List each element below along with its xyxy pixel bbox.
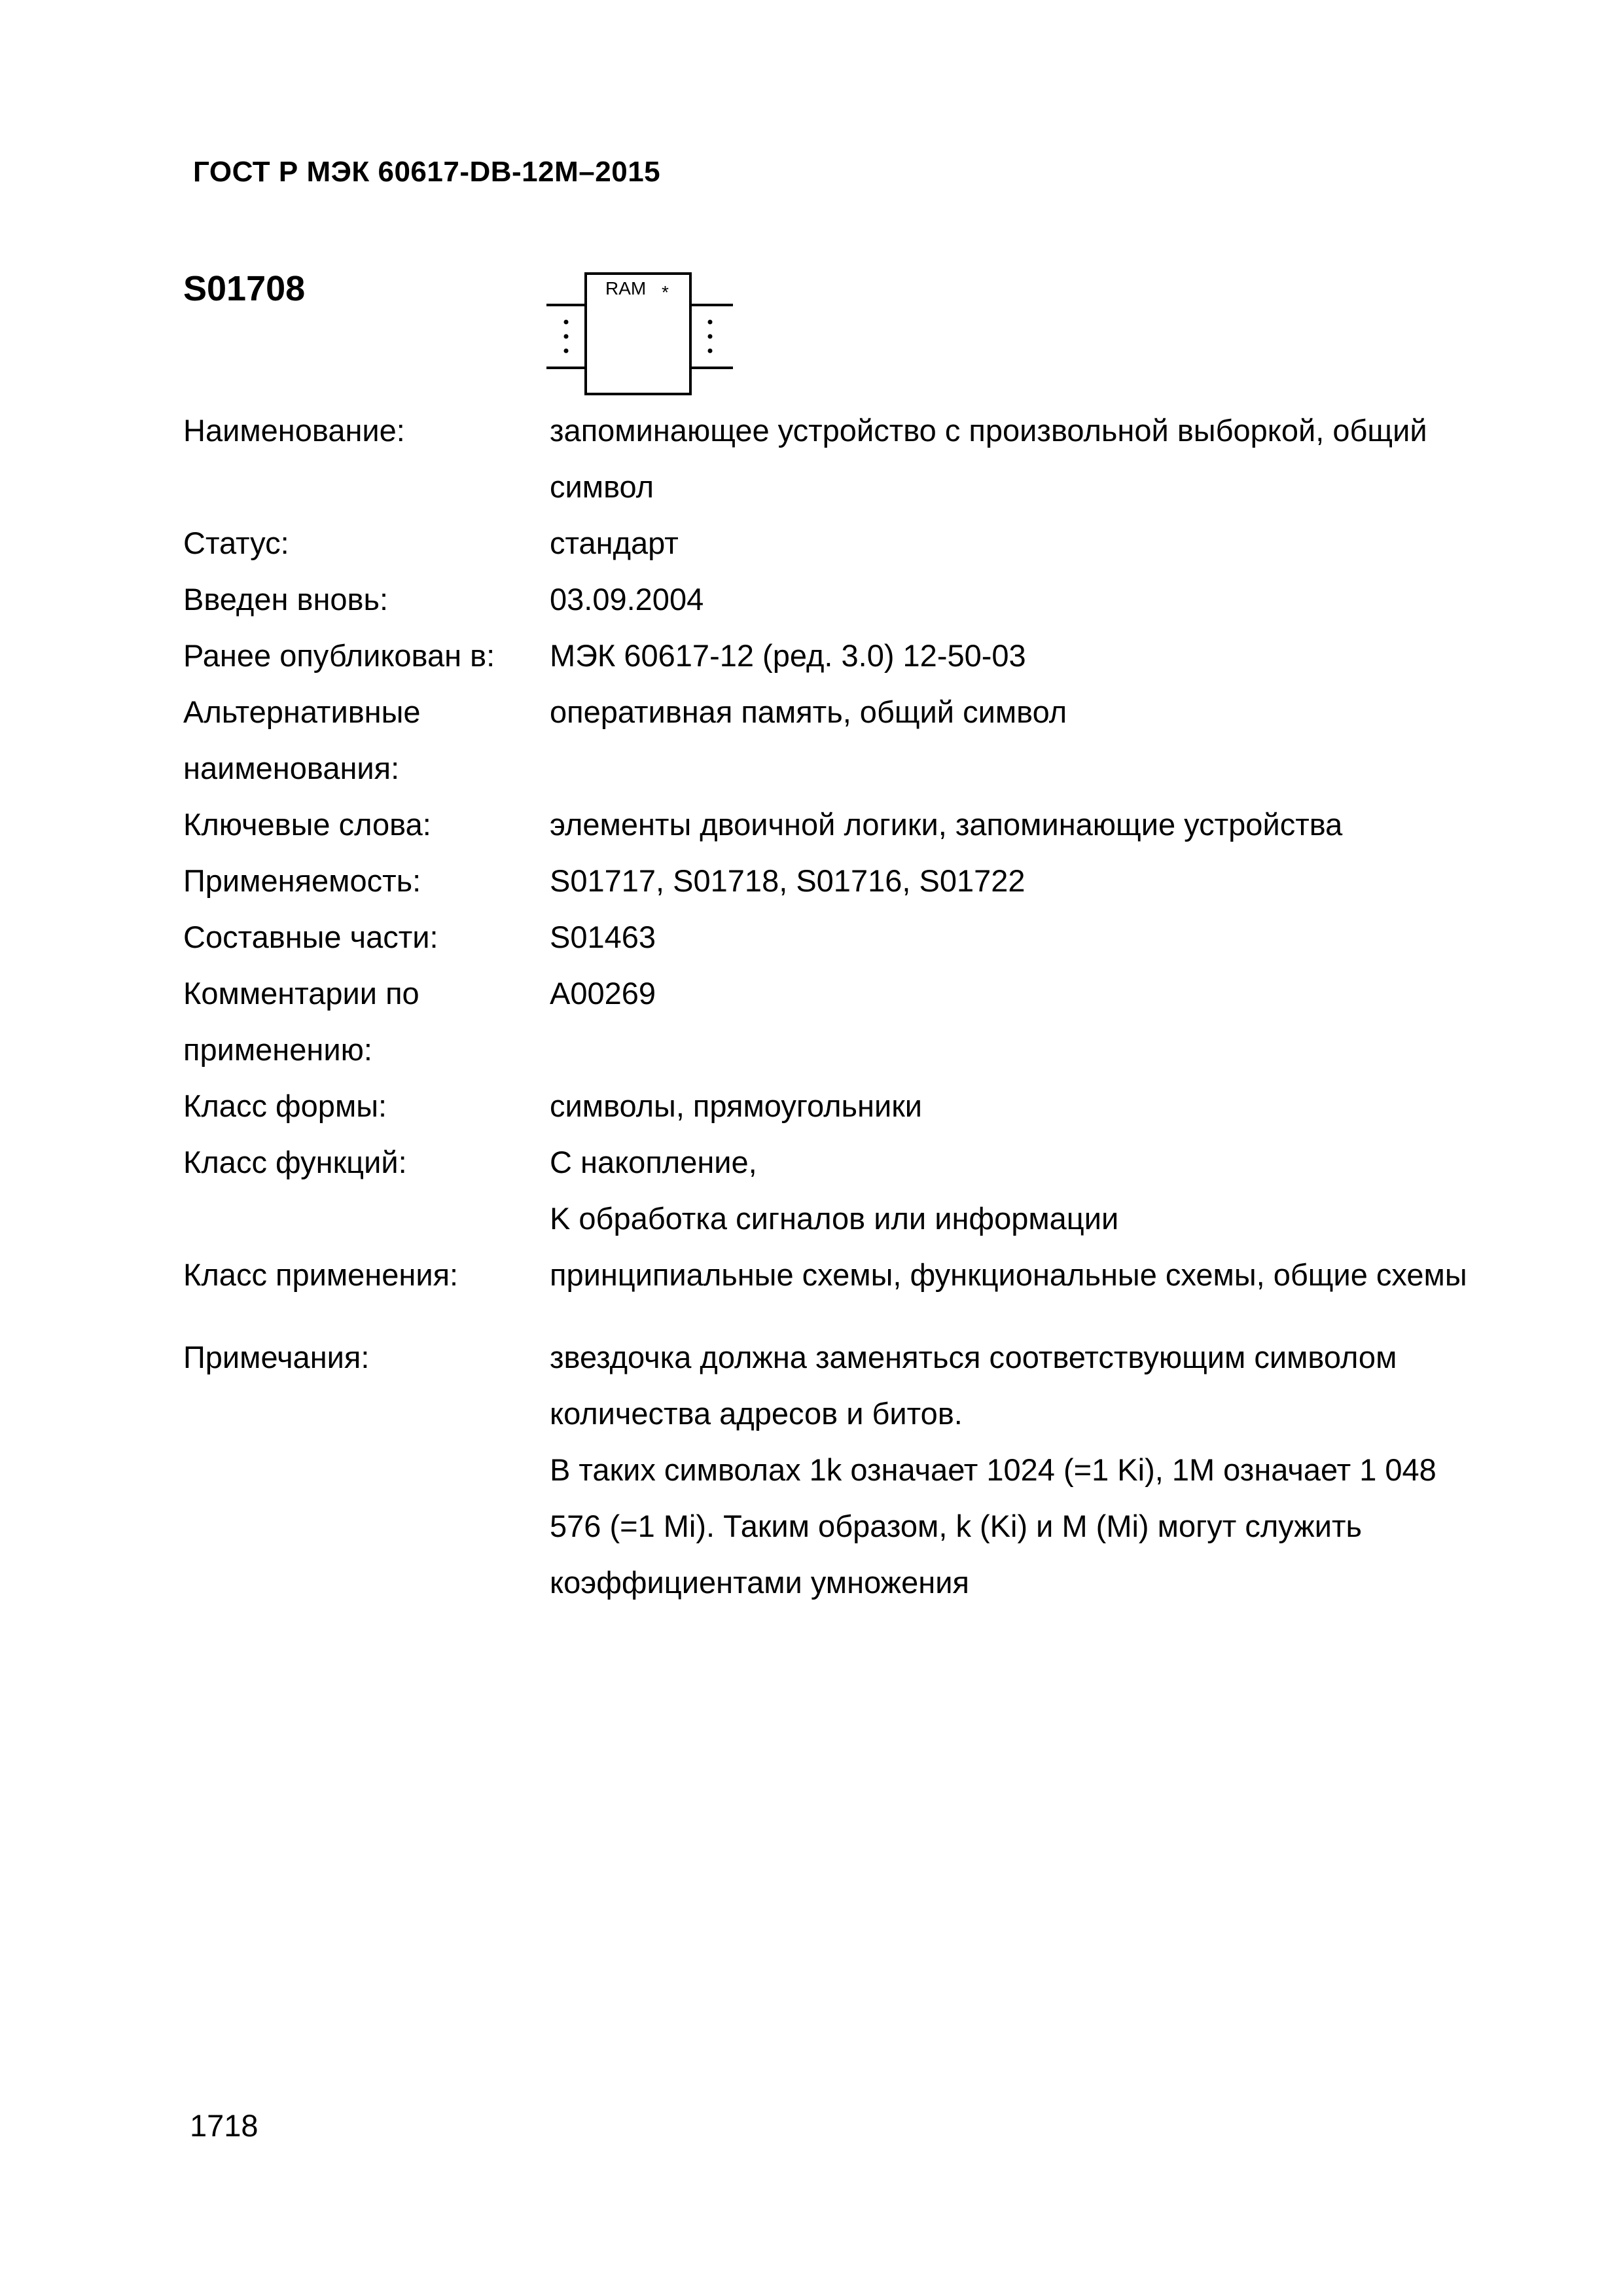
ram-box-qualifier: * [662, 282, 669, 302]
label-line: Альтернативные [183, 694, 421, 729]
field-label: Ранее опубликован в: [183, 638, 495, 673]
field-value [550, 965, 1571, 1078]
symbol-attributes [183, 403, 1571, 1611]
field-name [183, 403, 1571, 515]
value-line: оперативная память, общий символ [550, 694, 1067, 729]
value-line: В таких символах 1k означает 1024 (=1 Ki), 1M означает 1 048 [550, 1452, 1436, 1487]
value-line: S01463 [550, 920, 656, 954]
value-line: C накопление, [550, 1145, 757, 1179]
page-number: 1718 [190, 2108, 259, 2143]
value-line: принципиальные схемы, функциональные схемы, общие схемы [550, 1257, 1467, 1292]
value-line: количества адресов и битов. [550, 1396, 963, 1431]
field-label: Ключевые слова: [183, 807, 431, 842]
field-status [183, 515, 1571, 571]
field-label: Применяемость: [183, 863, 421, 898]
ram-box-label: RAM [605, 278, 647, 298]
value-line: A00269 [550, 976, 656, 1011]
field-value [550, 909, 1571, 965]
field-label: Класс функций: [183, 1145, 407, 1179]
field-applicability [183, 853, 1571, 909]
field-value [550, 1329, 1571, 1611]
value-line: стандарт [550, 526, 679, 560]
input-ellipsis-dot [564, 349, 569, 353]
field-alternative-names [183, 684, 1571, 797]
input-ellipsis-dot [564, 320, 569, 325]
field-label [183, 684, 550, 797]
value-line: звездочка должна заменяться соответствующим символом [550, 1340, 1397, 1374]
output-ellipsis-dot [708, 320, 713, 325]
value-line: запоминающее устройство с произвольной выборкой, общий [550, 413, 1427, 448]
field-value [550, 571, 1571, 628]
field-notes [183, 1329, 1571, 1611]
value-line: МЭК 60617-12 (ред. 3.0) 12-50-03 [550, 638, 1026, 673]
field-value [550, 628, 1571, 684]
field-value [550, 1134, 1571, 1247]
output-ellipsis-dot [708, 349, 713, 353]
ram-symbol-diagram [546, 268, 743, 399]
field-label: Класс формы: [183, 1088, 387, 1123]
field-components [183, 909, 1571, 965]
value-line: коэффициентами умножения [550, 1565, 969, 1600]
field-value [550, 1247, 1571, 1303]
label-line: наименования: [183, 751, 400, 785]
field-value [550, 403, 1571, 515]
field-application-class [183, 1247, 1571, 1303]
field-label: Статус: [183, 526, 289, 560]
field-label: Введен вновь: [183, 582, 389, 617]
field-label: Наименование: [183, 413, 405, 448]
output-ellipsis-dot [708, 334, 713, 339]
field-function-class [183, 1134, 1571, 1247]
value-line: K обработка сигналов или информации [550, 1201, 1119, 1236]
value-line: 03.09.2004 [550, 582, 704, 617]
value-line: символ [550, 469, 654, 504]
field-label: Класс применения: [183, 1257, 459, 1292]
field-label: Примечания: [183, 1340, 370, 1374]
symbol-code: S01708 [183, 269, 306, 308]
standard-header: ГОСТ Р МЭК 60617-DB-12M–2015 [193, 156, 661, 188]
field-value [550, 853, 1571, 909]
field-application-comments [183, 965, 1571, 1078]
field-value [550, 1078, 1571, 1134]
field-introduced [183, 571, 1571, 628]
label-line: применению: [183, 1032, 372, 1067]
field-previously-published [183, 628, 1571, 684]
input-ellipsis-dot [564, 334, 569, 339]
field-label: Составные части: [183, 920, 438, 954]
value-line: символы, прямоугольники [550, 1088, 923, 1123]
label-line: Комментарии по [183, 976, 419, 1011]
field-value [550, 797, 1571, 853]
field-keywords [183, 797, 1571, 853]
field-shape-class [183, 1078, 1571, 1134]
value-line: 576 (=1 Mi). Таким образом, k (Ki) и M (Mi) могут служить [550, 1509, 1362, 1543]
field-label [183, 965, 550, 1078]
field-value [550, 515, 1571, 571]
value-line: элементы двоичной логики, запоминающие устройства [550, 807, 1343, 842]
value-line: S01717, S01718, S01716, S01722 [550, 863, 1026, 898]
field-value [550, 684, 1571, 797]
